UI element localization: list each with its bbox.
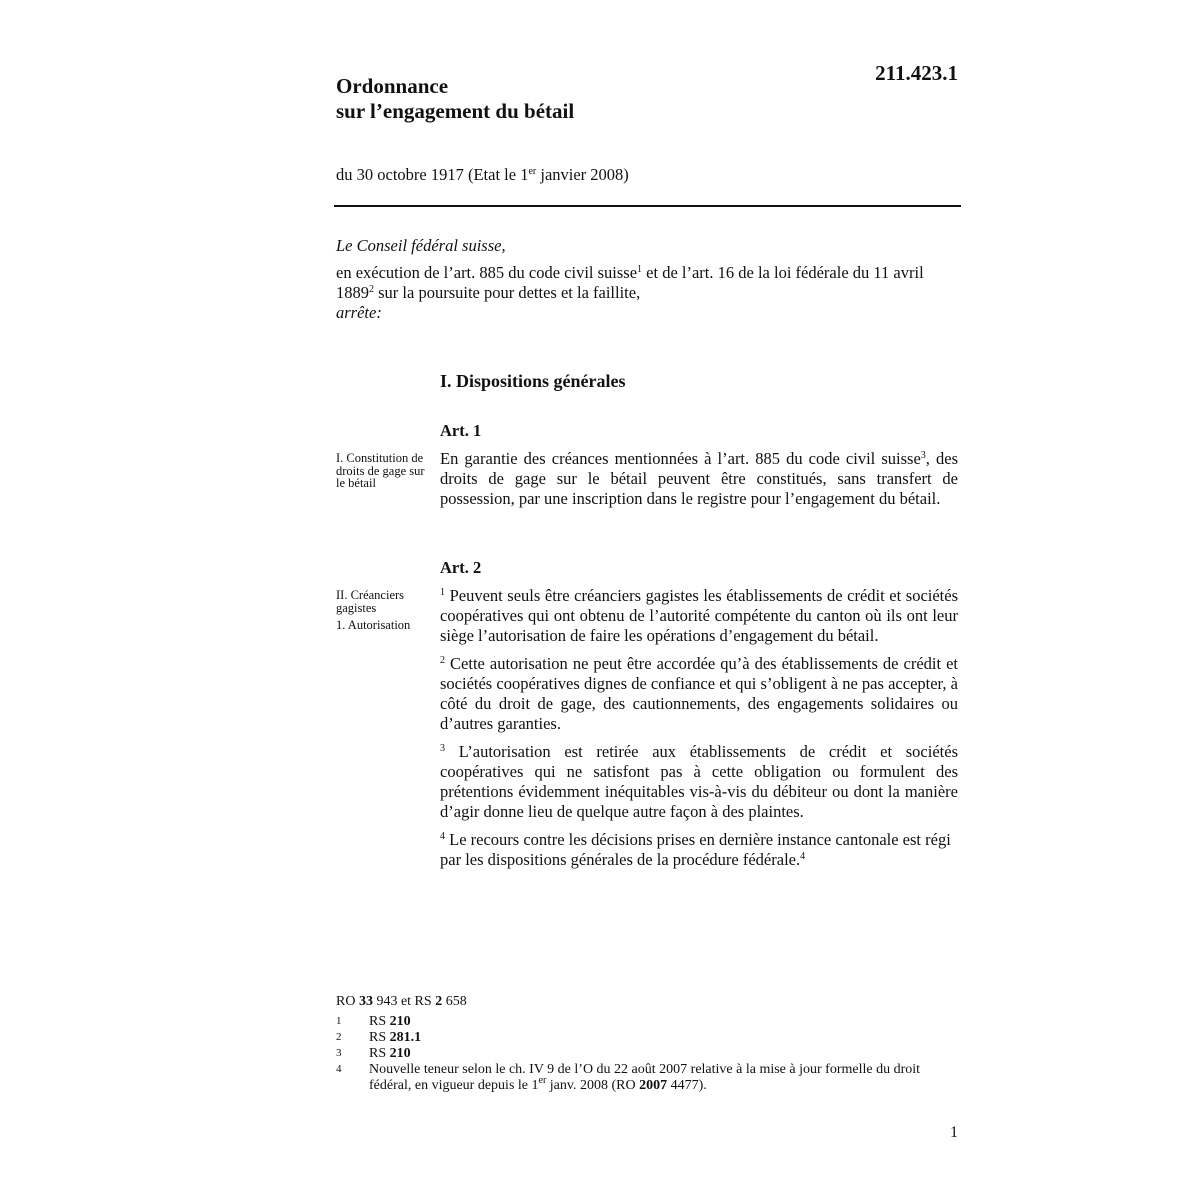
article-2-paragraph-1: $^1$ Peuvent seuls être créanciers gagistes les établissements de crédit et sociétés coopératives qui ont obtenu de l’autorité compétente du canton où ils ont leur siège l’autorisation de faire les opérations d’engagement du bétail. [440,586,958,645]
footnote-ref[interactable]: 2 [369,284,374,295]
preamble-authority: Le Conseil fédéral suisse, [336,236,506,255]
article-1-body [440,449,958,517]
footnote-ref[interactable]: 1 [637,264,643,275]
footnote: 4 Nouvelle teneur selon le ch. IV 9 de l’O du 22 août 2007 relative à la mise à jour formelle du droit fédéral, en vigueur depuis le 1er janv. 2008 (RO 2007 4477). [336,1062,921,1093]
systematic-number: 211.423.1 [875,61,958,85]
article-1-heading: Art. 1 [440,421,482,440]
section-title: I. Dispositions générales [440,371,626,391]
footnote-number: 4 [336,1063,342,1075]
title-line-1: Ordonnance [336,74,449,98]
document-title [336,74,574,124]
article-2-paragraph-2: $^2$ Cette autorisation ne peut être accordée qu’à des établissements de crédit et sociétés coopératives dignes de confiance et qui s’obligent à ne pas accepter, à côté du droit de gage, des cautionnements, des engagements solidaires ou d’autres garanties. [440,654,958,733]
footnote-ref[interactable]: 3 [920,450,926,461]
footnote-ref[interactable]: 4 [800,851,806,862]
footnote-number: 1 [336,1015,342,1027]
footnote-number: 3 [336,1047,342,1059]
preamble-decrees: arrête: [336,303,382,322]
preamble [336,236,961,323]
footnote: 3 RS 210 [336,1046,411,1061]
official-compilation-source: RO 33 943 et RS 2 658 [336,994,467,1009]
footnote: 2 RS 281.1 [336,1030,422,1045]
page-number: 1 [950,1124,958,1141]
article-2-margin-note: II. Créanciers gagistes 1. Autorisation [336,588,411,632]
article-1-margin-note: I. Constitution de droits de gage sur le bétail [336,451,425,490]
footnote-number: 2 [336,1031,342,1043]
article-1-paragraph: En garantie des créances mentionnées à l’art. 885 du code civil suisse$^3$, des droits de gage sur le bétail peuvent être constitués, sans transfert de possession, par une inscription dans le registre pour l’engagement du bétail. [440,449,958,508]
article-2-paragraph-3: $^3$ L’autorisation est retirée aux établissements de crédit et sociétés coopératives qui ne satisfont pas à cette obligation ou formulent des prétentions évidemment inéquitables vis-à-vis du débiteur ou dont la manière d’agir donne lieu de quelque autre façon à des plaintes. [440,742,958,821]
header-divider [334,205,961,207]
footnote: 1 RS 210 [336,1014,411,1029]
footnotes [336,1014,958,1094]
title-line-2: sur l’engagement du bétail [336,99,575,123]
preamble-text: en exécution de l’art. 885 du code civil suisse$^1$ et de l’art. 16 de la loi fédérale du 11 avril 1889$^2$ sur la poursuite pour dettes et la faillite, [336,263,924,302]
article-2-body [440,586,958,878]
article-2-heading: Art. 2 [440,558,482,577]
article-2-paragraph-4: $^4$ Le recours contre les décisions prises en dernière instance cantonale est régi par les dispositions générales de la procédure fédérale.$^4$ [440,830,951,869]
document-date: du 30 octobre 1917 (Etat le 1er janvier 2008) [336,165,629,184]
